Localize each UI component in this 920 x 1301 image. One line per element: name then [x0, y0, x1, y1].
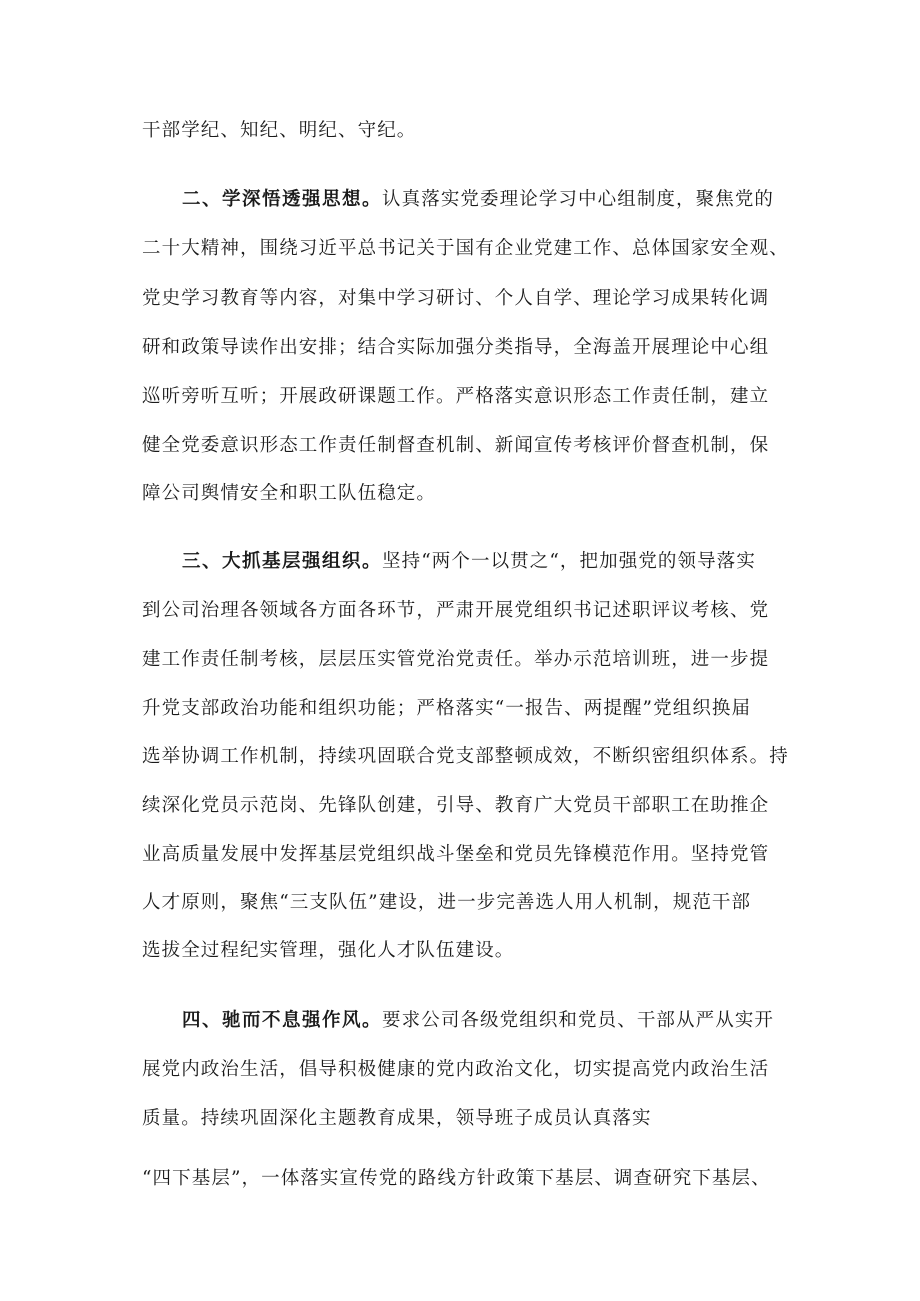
line-text: 选拔全过程纪实管理，强化人才队伍建设。 — [142, 940, 515, 961]
line-text: 二十大精神，围绕习近平总书记关于国有企业党建工作、总体国家安全观、 — [142, 238, 789, 259]
line-text: 要求公司各级党组织和党员、干部从严从实开 — [382, 1010, 775, 1031]
paragraph-line — [142, 1058, 769, 1082]
line-text: 健全党委意识形态工作责任制督查机制、新闻宣传考核评价督查机制，保 — [142, 435, 770, 456]
paragraph-line — [142, 385, 769, 409]
line-text: 质量。持续巩固深化主题教育成果，领导班子成员认真落实 — [142, 1108, 652, 1129]
paragraph-line — [142, 336, 769, 360]
line-text: 巡听旁听互听；开展政研课题工作。严格落实意识形态工作责任制，建立 — [142, 386, 770, 407]
line-text: 障公司舆情安全和职工队伍稳定。 — [142, 483, 437, 504]
paragraph-line — [142, 648, 769, 672]
line-text: 人才原则，聚焦“三支队伍”建设，进一步完善选人用人机制，规范干部 — [142, 892, 752, 913]
line-text: 党史学习教育等内容，对集中学习研讨、个人自学、理论学习成果转化调 — [142, 288, 770, 309]
line-text: 坚持“两个一以贯之“，把加强党的领导落实 — [382, 551, 756, 572]
line-text: 业高质量发展中发挥基层党组织战斗堡垒和党员先锋模范作用。坚持党管 — [142, 844, 770, 865]
section-two-first-line — [182, 188, 774, 212]
paragraph-line — [142, 745, 789, 769]
paragraph-line — [142, 599, 769, 623]
paragraph-line — [142, 939, 514, 963]
line-text: 续深化党员示范岗、先锋队创建，引导、教育广大党员干部职工在助推企 — [142, 795, 770, 816]
section-two-heading: 二、学深悟透强思想。 — [182, 189, 383, 210]
section-four-heading: 四、驰而不息强作风。 — [182, 1010, 383, 1031]
line-text: 升党支部政治功能和组织功能；严格落实“一报告、两提醒”党组织换届 — [142, 698, 752, 719]
paragraph-line — [142, 237, 789, 261]
paragraph-line — [142, 1107, 652, 1131]
line-text: 到公司治理各领域各方面各环节，严肃开展党组织书记述职评议考核、党 — [142, 600, 770, 621]
section-four-first-line — [182, 1009, 774, 1033]
section-three-first-line — [182, 550, 756, 574]
line-text: 建工作责任制考核，层层压实管党治党责任。举办示范培训班，进一步提 — [142, 649, 770, 670]
line-text: 干部学纪、知纪、明纪、守纪。 — [142, 120, 417, 141]
line-text: 认真落实党委理论学习中心组制度，聚焦党的 — [382, 189, 775, 210]
paragraph-line — [142, 482, 436, 506]
line-text: 展党内政治生活，倡导积极健康的党内政治文化，切实提高党内政治生活 — [142, 1059, 770, 1080]
line-text: 选举协调工作机制，持续巩固联合党支部整顿成效，不断织密组织体系。持 — [142, 746, 789, 767]
paragraph-line — [142, 287, 769, 311]
line-text: 研和政策导读作出安排；结合实际加强分类指导，全海盖开展理论中心组 — [142, 337, 770, 358]
paragraph-line — [142, 794, 769, 818]
paragraph-line — [142, 891, 751, 915]
paragraph-line — [142, 697, 751, 721]
paragraph-line — [142, 119, 416, 143]
paragraph-line — [142, 843, 769, 867]
paragraph-line — [142, 1167, 771, 1191]
section-three-heading: 三、大抓基层强组织。 — [182, 551, 383, 572]
line-text: “四下基层”，一体落实宣传党的路线方针政策下基层、调查研究下基层、 — [142, 1168, 771, 1189]
paragraph-line — [142, 434, 769, 458]
